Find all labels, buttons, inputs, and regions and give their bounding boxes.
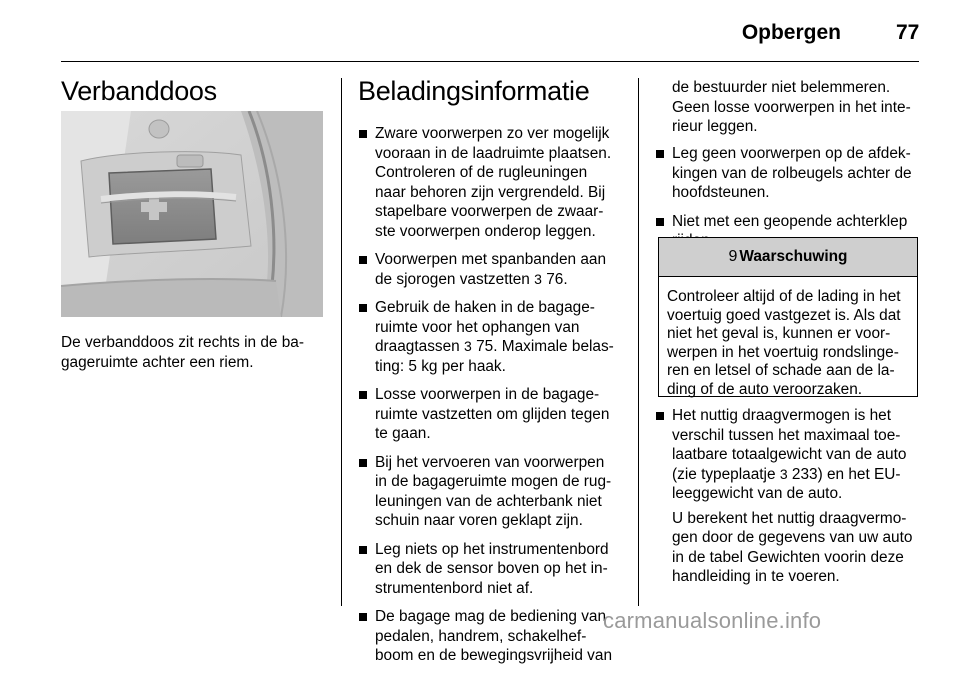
- page-reference-icon[interactable]: 3: [464, 338, 472, 354]
- list-item: De bagage mag de bediening van pedalen, handrem, schakelhef- boom en de bewegingsvrijheid van: [358, 607, 614, 666]
- list-item: Bij het vervoeren van voorwerpen in de bagageruimte mogen de rug- leuningen van de achterbank niet schuin naar voren geklapt zijn.: [358, 453, 614, 531]
- column-divider-right: [638, 78, 639, 606]
- list-item: Niet met een geopende achterklep: [655, 212, 912, 251]
- page-reference[interactable]: 75. Maximale belas-: [476, 338, 614, 355]
- watermark: carmanualsonline.info: [603, 608, 822, 633]
- page-number: 77: [896, 21, 920, 44]
- list-item: Zware voorwerpen zo ver mogelijk vooraan in de laadruimte plaatsen. Controleren of de rugleuningen naar behoren zijn vergrendeld. Bij stapelbare voorwerpen de zwaar- ste voorwerpen onderop leggen.: [358, 124, 614, 241]
- bullet-square-icon: [359, 391, 367, 399]
- bullet-square-icon: [359, 130, 367, 138]
- list-item: Losse voorwerpen in de bagage- ruimte vastzetten om glijden tegen te gaan.: [358, 385, 614, 444]
- first-aid-kit-photo: [61, 111, 323, 317]
- first-aid-kit-illustration: [61, 111, 323, 317]
- caption-line: gageruimte achter een riem.: [61, 353, 254, 371]
- bullet-square-icon: [359, 304, 367, 312]
- payload-calculation-note: U berekent het nuttig draagvermo- gen door de gegevens van uw auto in de tabel Gewichten voorin deze handleiding in te voeren.: [672, 509, 913, 585]
- middle-column: [358, 76, 589, 106]
- bullet-square-icon: [359, 256, 367, 264]
- page-reference-icon[interactable]: 3: [779, 465, 788, 482]
- page-reference[interactable]: 76.: [546, 270, 568, 288]
- bullet-square-icon: [656, 150, 664, 158]
- list-item: Leg geen voorwerpen op de afdek- kingen van de rolbeugels achter de hoofdsteunen.: [655, 144, 912, 203]
- list-item: Leg niets op het instrumentenbord en dek de sensor boven op het in- strumentenbord niet af.: [358, 540, 614, 599]
- list-item: Gebruik de haken in de bagage- ruimte voor het ophangen van draagtassen 3 75. Maximale belas- ting: 5 kg per haak.: [358, 298, 614, 376]
- page-reference[interactable]: 233) en het EU-: [791, 465, 901, 483]
- list-item: Het nuttig draagvermogen is het verschil tussen het maximaal toe- laatbare totaalgewicht van de auto (zie typeplaatje 3 233) en het EU- leeggewicht van de auto. U berekent het nuttig draagvermo- gen door de gegevens van uw auto in de tabel Gewichten voorin deze handleiding in te voeren.: [655, 406, 912, 587]
- caption-line: De verbanddoos zit rechts in de ba-: [61, 334, 304, 351]
- header-rule: [61, 61, 919, 62]
- section-heading-verbanddoos: Verbanddoos: [61, 76, 217, 106]
- loading-bullet-list: [358, 124, 614, 675]
- warning-triangle-icon: 9: [728, 248, 738, 265]
- list-item: Voorwerpen met spanbanden aan de sjorogen vastzetten 3 76.: [358, 250, 614, 289]
- warning-title: Waarschuwing: [739, 248, 848, 265]
- bullet-square-icon: [359, 459, 367, 467]
- warning-body: Controleer altijd of de lading in het voertuig goed vastgezet is. Als dat niet het geval is, kunnen er voor- werpen in het voertuig rondslinge- ren en letsel of schade aan de la- ding of de auto veroorzaken.: [667, 288, 901, 398]
- warning-box: [658, 237, 918, 397]
- section-heading-beladingsinformatie: Beladingsinformatie: [358, 76, 590, 106]
- column-divider-left: [341, 78, 342, 606]
- bullet-square-icon: [359, 613, 367, 621]
- warning-header: [659, 238, 917, 277]
- bullet-square-icon: [359, 546, 367, 554]
- first-aid-caption: [61, 333, 304, 372]
- running-header-title: Opbergen: [741, 21, 841, 44]
- page-reference-icon[interactable]: 3: [534, 270, 542, 287]
- left-column: [61, 76, 217, 106]
- bullet-square-icon: [656, 412, 664, 420]
- bullet-square-icon: [656, 218, 664, 226]
- payload-bullet-list: [655, 406, 912, 596]
- continuation-text: de bestuurder niet belemmeren. Geen losse voorwerpen in het inte- rieur leggen.: [672, 79, 911, 135]
